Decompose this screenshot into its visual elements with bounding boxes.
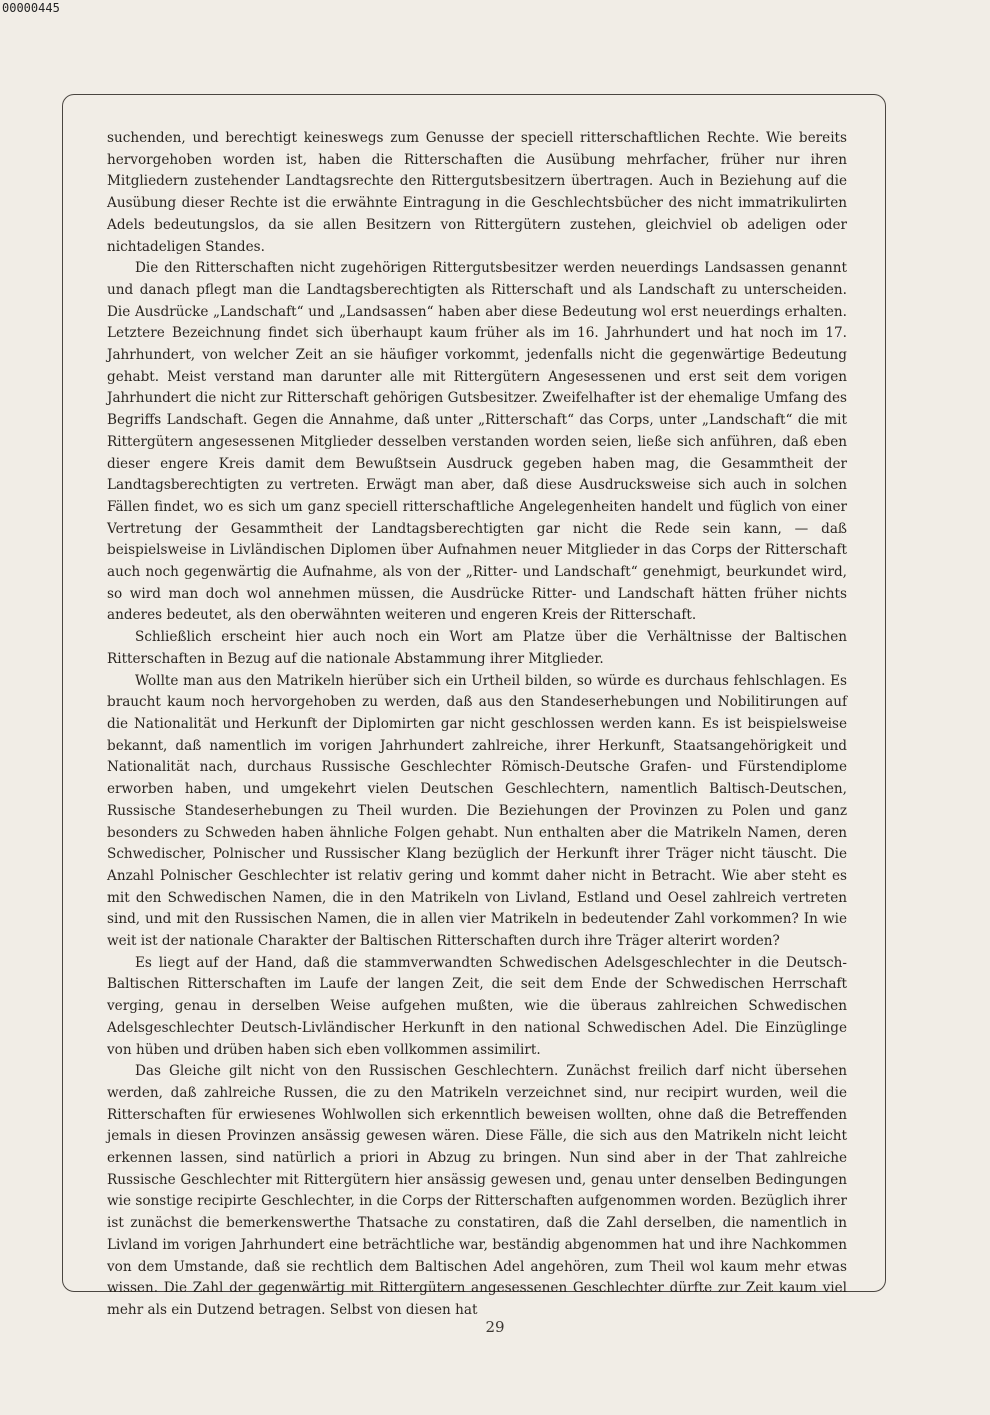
body-text (107, 128, 847, 1318)
paragraph-6: Das Gleiche gilt nicht von den Russischen Geschlechtern. Zunächst freilich darf nicht übersehen werden, daß zahlreiche Russen, die zu den Matrikeln verzeichnet sind, nur recipirt wurden, weil die Ritterschaften für erwiesenes Wohlwollen sich erkenntlich beweisen wollten, ohne daß die Betreffenden jemals in diesen Provinzen ansässig gewesen wären. Diese Fälle, die sich aus den Matrikeln nicht leicht erkennen lassen, sind natürlich a priori in Abzug zu bringen. Nun sind aber in der That zahlreiche Russische Geschlechter mit Rittergütern hier ansässig gewesen und, genau unter denselben Bedingungen wie sonstige recipirte Geschlechter, in die Corps der Ritterschaften aufgenommen worden. Bezüglich ihrer ist zunächst die bemerkenswerthe Thatsache zu constatiren, daß die Zahl derselben, die namentlich in Livland im vorigen Jahrhundert eine beträchtliche war, beständig abgenommen hat und ihre Nachkommen von dem Umstande, daß sie rechtlich dem Baltischen Adel angehören, zum Theil wol kaum mehr etwas wissen. Die Zahl der gegenwärtig mit Rittergütern angesessenen Geschlechter dürfte zur Zeit kaum viel mehr als ein Dutzend betragen. Selbst von diesen hat (107, 1063, 847, 1318)
paragraph-3: Schließlich erscheint hier auch noch ein Wort am Platze über die Verhältnisse der Baltischen Ritterschaften in Bezug auf die nationale Abstammung ihrer Mitglieder. (107, 629, 847, 667)
paragraph-4: Wollte man aus den Matrikeln hierüber sich ein Urtheil bilden, so würde es durchaus fehlschlagen. Es braucht kaum noch hervorgehoben zu werden, daß aus den Standeserhebungen und Nobilitirungen auf die Nationalität und Herkunft der Diplomirten gar nicht geschlossen werden kann. Es ist beispielsweise bekannt, daß namentlich im vorigen Jahrhundert zahlreiche, ihrer Herkunft, Staatsangehörigkeit und Nationalität nach, durchaus Russische Geschlechter Römisch-Deutsche Grafen- und Fürstendiplome erworben haben, und umgekehrt vielen Deutschen Geschlechtern, namentlich Baltisch-Deutschen, Russische Standeserhebungen zu Theil wurden. Die Beziehungen der Provinzen zu Polen und ganz besonders zu Schweden haben ähnliche Folgen gehabt. Nun enthalten aber die Matrikeln Namen, deren Schwedischer, Polnischer und Russischer Klang bezüglich der Herkunft ihrer Träger nicht täuscht. Die Anzahl Polnischer Geschlechter ist relativ gering und kommt daher nicht in Betracht. Wie aber steht es mit den Schwedischen Namen, die in den Matrikeln von Livland, Estland und Oesel zahlreich vertreten sind, und mit den Russischen Namen, die in allen vier Matrikeln in bedeutender Zahl vorkommen? In wie weit ist der nationale Charakter der Baltischen Ritterschaften durch ihre Träger alterirt worden? (107, 672, 847, 950)
paragraph-5: Es liegt auf der Hand, daß die stammverwandten Schwedischen Adelsgeschlechter in die Deutsch-Baltischen Ritterschaften im Laufe der langen Zeit, die seit dem Ende der Schwedischen Herrschaft verging, genau in derselben Weise aufgehen mußten, wie die überaus zahlreichen Schwedischen Adelsgeschlechter Deutsch-Livländischer Herkunft in den national Schwedischen Adel. Die Einzüglinge von hüben und drüben haben sich eben vollkommen assimilirt. (107, 954, 847, 1058)
page-number: 29 (485, 1318, 505, 1336)
scan-id: 00000445 (2, 1, 60, 15)
paragraph-2: Die den Ritterschaften nicht zugehörigen Rittergutsbesitzer werden neuerdings Landsassen genannt und danach pflegt man die Landtagsberechtigten als Ritterschaft und als Landschaft zu unterscheiden. Die Ausdrücke „Landschaft“ und „Landsassen“ haben aber diese Bedeutung wol erst neuerdings erhalten. Letztere Bezeichnung findet sich überhaupt kaum früher als im 16. Jahrhundert und hat noch im 17. Jahrhundert, von welcher Zeit an sie häufiger vorkommt, jedenfalls nicht die gegenwärtige Bedeutung gehabt. Meist verstand man darunter alle mit Rittergütern Angesessenen und erst seit dem vorigen Jahrhundert die nicht zur Ritterschaft gehörigen Gutsbesitzer. Zweifelhafter ist der ehemalige Umfang des Begriffs Landschaft. Gegen die Annahme, daß unter „Ritterschaft“ das Corps, unter „Landschaft“ die mit Rittergütern angesessenen Mitglieder desselben verstanden worden seien, ließe sich anführen, daß eben dieser engere Kreis damit dem Bewußtsein Ausdruck gegeben haben mag, die Gesammtheit der Landtagsberechtigten zu vertreten. Erwägt man aber, daß diese Ausdrucksweise sich auch in solchen Fällen findet, wo es sich um ganz speciell ritterschaftliche Angelegenheiten handelt und füglich von einer Vertretung der Gesammtheit der Landtagsberechtigten gar nicht die Rede sein kann, — daß beispielsweise in Livländischen Diplomen über Aufnahmen neuer Mitglieder in das Corps der Ritterschaft auch noch gegenwärtig die Aufnahme, als von der „Ritter- und Landschaft“ genehmigt, beurkundet wird, so wird man doch wol annehmen müssen, die Ausdrücke Ritter- und Landschaft hätten früher nichts anderes bedeutet, als den oberwähnten weiteren und engeren Kreis der Ritterschaft. (107, 260, 847, 624)
paragraph-1: suchenden, und berechtigt keineswegs zum Genusse der speciell ritterschaftlichen Rechte. Wie bereits hervorgehoben worden ist, haben die Ritterschaften die Ausübung mehrfacher, früher nur ihren Mitgliedern zustehender Landtagsrechte den Rittergutsbesitzern übertragen. Auch in Beziehung auf die Ausübung dieser Rechte ist die erwähnte Eintragung in die Geschlechtsbücher des nicht immatrikulirten Adels bedeutungslos, da sie allen Besitzern von Rittergütern zustehen, gleichviel ob adeligen oder nichtadeligen Standes. (107, 130, 847, 255)
